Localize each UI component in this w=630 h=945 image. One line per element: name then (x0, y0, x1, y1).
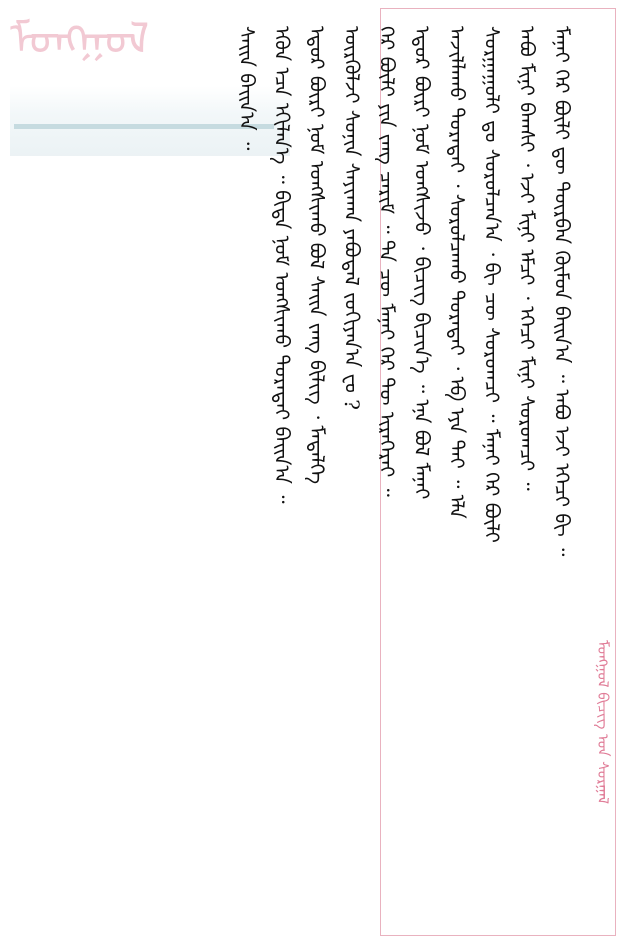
text-line: ᠡᠭᠦᠨ ᠡᠴᠡ ᠡᠬᠢᠯᠡᠨ᠎ᠡ ᠃ ᠪᠢᠳᠡ ᠨᠣᠮ ᠤᠩᠰᠢᠬᠤ ᠳᠤᠷᠠᠲᠠᠢ ᠪᠠᠢᠨ᠎ᠠ ᠃ (270, 26, 294, 504)
text-line: ᠰᠤᠷᠭᠠᠭᠤᠯᠢ ᠳᠤ ᠰᠤᠷᠤᠯᠴᠠᠨ᠎ᠠ ᠂ ᠪᠢ ᠴᠦ ᠰᠤᠷᠤᠭᠴᠢ ᠃ ᠮᠠᠨᠠᠢ ᠭᠡᠷ ᠪᠦᠯᠢ (480, 26, 504, 543)
header-logo: ᠮᠣᠩᠭᠣᠯ (10, 14, 150, 65)
text-line: ᠮᠠᠨᠠᠢ ᠭᠡᠷ ᠪᠦᠯᠢ ᠳᠦ ᠳᠥᠷᠪᠡᠨ ᠬᠦᠮᠦᠨ ᠪᠠᠢᠨ᠎ᠠ ᠃ ᠠᠪᠤ ᠡᠵᠢ ᠡᠭᠡᠴᠢ ᠪᠢ ᠃ (550, 26, 574, 557)
text-line: ᠡᠳᠦᠷ ᠪᠦᠷᠢ ᠨᠣᠮ ᠤᠩᠰᠢᠵᠤ ᠂ ᠪᠢᠴᠢᠭ ᠪᠢᠴᠢᠨ᠎ᠡ ᠃ ᠡᠨᠡ ᠪᠣᠯ ᠮᠠᠨᠠᠢ (410, 26, 434, 500)
text-line: ᠦᠷᠭᠦᠯᠵᠢ ᠰᠣᠨᠢᠨ ᠰᠠᠶᠢᠬᠠᠨ ᠶᠠᠪᠤᠳᠠᠯ ᠵᠣᠬᠢᠶᠠᠨ᠎ᠠ ᠸᠤ ? (340, 26, 364, 410)
text-line: ᠠᠪᠤ ᠮᠢᠨᠢ ᠪᠠᠭᠰᠢ ᠂ ᠡᠵᠢ ᠮᠢᠨᠢ ᠡᠮᠴᠢ ᠂ ᠡᠭᠡᠴᠢ ᠮᠢᠨᠢ ᠰᠤᠷᠤᠭᠴᠢ ᠃ (515, 26, 539, 491)
text-line: ᠰᠠᠢᠨ ᠪᠠᠢᠨ᠎ᠠ ᠃ (235, 26, 259, 151)
text-line: ᠡᠳᠦᠷ ᠪᠦᠷᠢ ᠨᠣᠮ ᠤᠩᠰᠢᠬᠤ ᠪᠣᠯ ᠰᠠᠢᠨ ᠵᠠᠩ ᠪᠢᠯᠢᠭ ᠂ ᠮᠡᠳᠡᠯᠭᠡ (305, 26, 329, 485)
text-line: ᠭᠡᠷ ᠪᠦᠯᠢ ᠶᠢᠨ ᠵᠠᠩ ᠴᠠᠷᠢᠮ ᠃ ᠲᠠ ᠴᠦ ᠮᠠᠨᠠᠢ ᠭᠡᠷ ᠲᠦ ᠢᠷᠡᠭᠡᠷᠡᠢ ᠃ (375, 26, 399, 497)
side-caption: ᠮᠣᠩᠭᠣᠯ ᠪᠢᠴᠢᠭ ᠤᠨ ᠰᠤᠷᠭᠠᠯ (594, 640, 612, 805)
text-line: ᠠᠵᠢᠯᠯᠠᠬᠤ ᠳᠤᠷᠠᠲᠠᠢ ᠂ ᠰᠤᠷᠤᠯᠴᠠᠬᠤ ᠳᠤᠷᠠᠲᠠᠢ ᠂ ᠡᠪ ᠡᠶᠡ ᠲᠠᠢ ᠃ ᠡᠯᠡ (445, 26, 469, 519)
vertical-text-body (40, 26, 575, 906)
